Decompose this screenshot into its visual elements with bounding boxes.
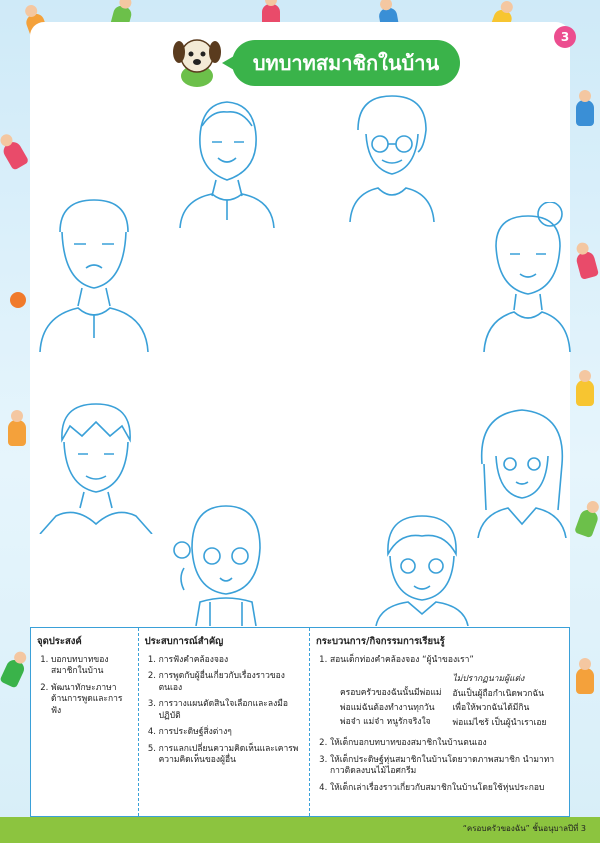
mother-illustration — [478, 202, 574, 352]
background-child-figure — [576, 380, 594, 406]
grandmother-illustration — [340, 90, 444, 222]
poem-line: อันเป็นผู้ถือกำเนิดพวกฉัน — [452, 688, 545, 699]
background-child-figure — [1, 139, 30, 171]
background-child-figure — [575, 250, 599, 280]
poem-line: ครอบครัวของฉันนั้นมีพ่อแม่ — [339, 688, 442, 699]
list-item: 3. ให้เด็กประดิษฐ์หุ่นสมาชิกในบ้านโดยวาดภาพสมาชิก นำมาทากาวติดลงบนไม้ไอศกรีม — [330, 755, 563, 778]
footer-caption: “ครอบครัวของฉัน” ชั้นอนุบาลปีที่ 3 — [462, 824, 586, 833]
list-item: 2. ให้เด็กบอกบทบาทของสมาชิกในบ้านตนเอง — [330, 738, 563, 749]
dog-mascot-icon — [168, 34, 226, 88]
background-child-figure — [576, 668, 594, 694]
poem-line: พ่อจ๋า แม่จ๋า หนูรักจริงใจ — [339, 717, 431, 728]
older-sister-illustration — [472, 404, 572, 538]
activity-step-text: สอนเด็กท่องคำคล้องจอง “ผู้นำของเรา” — [329, 655, 474, 665]
experiences-heading: ประสบการณ์สำคัญ — [144, 636, 224, 647]
list-item: 4. ให้เด็กเล่าเรื่องราวเกี่ยวกับสมาชิกในบ้านโดยใช้หุ่นประกอบ — [330, 783, 563, 794]
page-number-badge: 3 — [554, 26, 576, 48]
list-item: 2. พัฒนาทักษะภาษาด้านการพูดและการฟัง — [51, 683, 132, 717]
objectives-heading: จุดประสงค์ — [37, 636, 82, 647]
background-child-figure — [576, 100, 594, 126]
ball-icon — [10, 292, 26, 308]
poem-line: พ่อแม่ฉันต้องทำงานทุกวัน — [339, 702, 435, 713]
poem-block — [330, 672, 563, 730]
activities-heading: กระบวนการ/กิจกรรมการเรียนรู้ — [315, 636, 445, 647]
father-illustration — [34, 192, 154, 352]
objectives-column — [31, 628, 139, 816]
background-child-figure — [574, 508, 600, 539]
background-child-figure — [8, 420, 26, 446]
younger-brother-illustration — [368, 508, 478, 626]
poem-line: พ่อแม่ไซร้ เป็นผู้นำเราเอย — [452, 717, 547, 728]
younger-sister-illustration — [170, 498, 280, 626]
list-item: 2. การพูดกับผู้อื่นเกี่ยวกับเรื่องราวของตนเอง — [159, 671, 303, 694]
page-title: บทบาทสมาชิกในบ้าน — [232, 40, 460, 86]
list-item: 4. การประดิษฐ์สิ่งต่างๆ — [159, 727, 303, 738]
list-item: 1. บอกบทบาทของสมาชิกในบ้าน — [51, 655, 132, 678]
background-child-figure — [0, 657, 27, 688]
older-brother-illustration — [36, 400, 156, 534]
list-item: 3. การวางแผนตัดสินใจเลือกและลงมือปฏิบัติ — [159, 699, 303, 722]
poem-line: เพื่อให้พวกฉันได้มีกิน — [452, 703, 530, 714]
lesson-info-panel — [30, 627, 570, 817]
grandfather-illustration — [172, 96, 282, 228]
poem-author: ไม่ปรากฏนามผู้แต่ง — [452, 674, 525, 685]
list-item — [330, 655, 563, 730]
list-item: 1. การฟังคำคล้องจอง — [159, 655, 303, 666]
activities-column — [310, 628, 569, 816]
experiences-column — [139, 628, 310, 816]
list-item: 5. การแลกเปลี่ยนความคิดเห็นและเคารพความคิดเห็นของผู้อื่น — [159, 744, 303, 767]
